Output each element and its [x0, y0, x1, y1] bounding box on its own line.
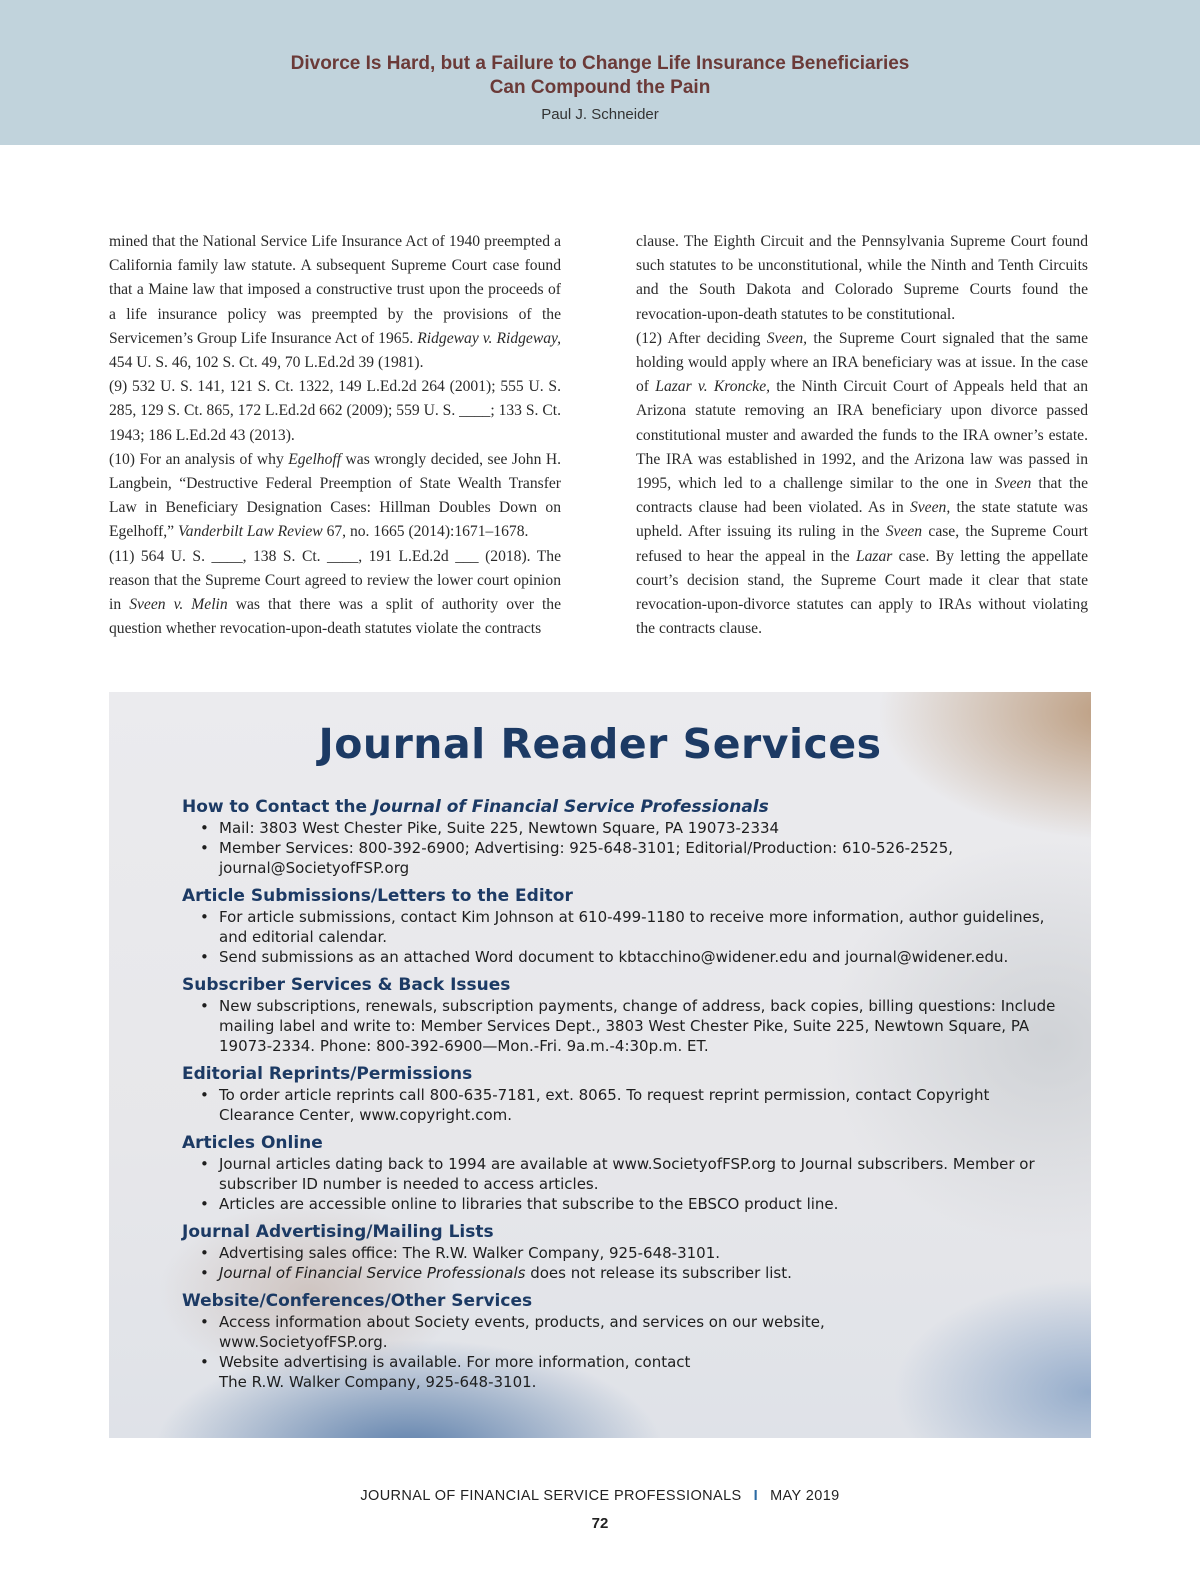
section-heading: Articles Online [182, 1133, 323, 1153]
reader-services-sections [182, 796, 1062, 1399]
section-heading: Journal Advertising/Mailing Lists [182, 1222, 494, 1242]
endnote-11: (11) 564 U. S. ____, 138 S. Ct. ____, 191 L.Ed.2d ___ (2018). The reason that the Supreme Court agreed to review the lower court opinion in Sveen v. Melin was that there was a split of authority over the question whether revocation-upon-death statutes violate the contracts [109, 547, 561, 638]
list-item: • Access information about Society events, products, and services on our website, www.SocietyofFSP.org. [200, 1313, 825, 1351]
left-text-column [109, 230, 561, 641]
list-item: • To order article reprints call 800-635-7181, ext. 8065. To request reprint permission, contact Copyright Clearance Center, www.copyright.com. [200, 1086, 990, 1124]
list-item: • Mail: 3803 West Chester Pike, Suite 225, Newtown Square, PA 19073-2334 [200, 819, 780, 837]
reader-services-title: Journal Reader Services [318, 720, 882, 768]
issue-date: MAY 2019 [770, 1488, 840, 1504]
endnote-9: (9) 532 U. S. 141, 121 S. Ct. 1322, 149 L.Ed.2d 264 (2001); 555 U. S. 285, 129 S. Ct. 865, 172 L.Ed.2d 662 (2009); 559 U. S. ____; 133 S. Ct. 1943; 186 L.Ed.2d 43 (2013). [109, 378, 561, 444]
list-item: • Journal articles dating back to 1994 are available at www.SocietyofFSP.org to Journal subscribers. Member or subscriber ID number is needed to access articles. [200, 1155, 1035, 1193]
endnote-12: (12) After deciding Sveen, the Supreme Court signaled that the same holding would apply where an IRA beneficiary was at issue. In the case of Lazar v. Kroncke, the Ninth Circuit Court of Appeals held that an Arizona statute removing an IRA beneficiary upon divorce passed constitutional muster and awarded the funds to the IRA owner’s estate. The IRA was established in 1992, and the Arizona law was passed in 1995, which led to a challenge similar to the one in Sveen that the contracts clause had been violated. As in Sveen, the state statute was upheld. After issuing its ruling in the Sveen case, the Supreme Court refused to hear the appeal in the Lazar case. By letting the appellate court’s decision stand, the Supreme Court made it clear that state revocation-upon-divorce statutes can apply to IRAs without violating the contracts clause. [636, 329, 1089, 638]
list-item: • For article submissions, contact Kim Johnson at 610-499-1180 to receive more information, author guidelines, and editorial calendar. [200, 908, 1045, 946]
section-heading: Website/Conferences/Other Services [182, 1291, 533, 1311]
right-text-column [636, 230, 1088, 641]
section-heading: How to Contact the Journal of Financial Service Professionals [182, 797, 769, 817]
section-heading: Article Submissions/Letters to the Editor [182, 886, 573, 906]
section-heading: Subscriber Services & Back Issues [182, 975, 511, 995]
list-item: • New subscriptions, renewals, subscription payments, change of address, back copies, billing questions: Include mailing label and write to: Member Services Dept., 3803 West Chester Pike, Suite 225, Newtown Square, PA 19073-2334. Phone: 800-392-6900—Mon.-Fri. 9a.m.-4:30p.m. ET. [200, 997, 1056, 1055]
section-subscriber-services [182, 974, 1062, 1056]
page-number: 72 [591, 1515, 609, 1532]
list-item: • Articles are accessible online to libraries that subscribe to the EBSCO product line. [200, 1195, 839, 1213]
section-website [182, 1290, 1062, 1392]
article-author: Paul J. Schneider [541, 106, 659, 123]
endnote-continuation: clause. The Eighth Circuit and the Pennsylvania Supreme Court found such statutes to be unconstitutional, while the Ninth and Tenth Circuits and the South Dakota and Colorado Supreme Courts found the revocation-upon-death statutes to be constitutional. [636, 233, 1088, 323]
article-title-line-1: Divorce Is Hard, but a Failure to Change Life Insurance Beneficiaries [290, 53, 910, 74]
section-heading: Editorial Reprints/Permissions [182, 1064, 473, 1084]
list-item: • Advertising sales office: The R.W. Walker Company, 925-648-3101. [200, 1244, 721, 1262]
section-submissions [182, 885, 1062, 967]
reader-services-panel [109, 692, 1091, 1438]
journal-name: JOURNAL OF FINANCIAL SERVICE PROFESSIONALS [360, 1488, 742, 1504]
list-item: • Journal of Financial Service Professionals does not release its subscriber list. [200, 1264, 792, 1282]
list-item: • Website advertising is available. For more information, contact The R.W. Walker Company, 925-648-3101. [200, 1353, 691, 1391]
list-item: • Send submissions as an attached Word document to kbtacchino@widener.edu and journal@widener.edu. [200, 948, 1009, 966]
section-articles-online [182, 1132, 1062, 1214]
footer-separator: I [753, 1488, 759, 1504]
endnote-10: (10) For an analysis of why Egelhoff was wrongly decided, see John H. Langbein, “Destructive Federal Preemption of State Wealth Transfer Law in Beneficiary Designation Cases: Hillman Doubles Down on Egelhoff,” Vanderbilt Law Review 67, no. 1665 (2014):1671–1678. [109, 450, 561, 541]
section-advertising [182, 1221, 1062, 1283]
list-item: • Member Services: 800-392-6900; Advertising: 925-648-3101; Editorial/Production: 610-526-2525, journal@SocietyofFSP.org [200, 839, 954, 877]
article-title-line-2: Can Compound the Pain [489, 77, 711, 98]
section-contact [182, 796, 1062, 878]
endnote-paragraph: mined that the National Service Life Insurance Act of 1940 preempted a California family law statute. A subsequent Supreme Court case found that a Maine law that imposed a constructive trust upon the proceeds of a life insurance policy was preempted by the provisions of the Servicemen’s Group Life Insurance Act of 1965. Ridgeway v. Ridgeway, 454 U. S. 46, 102 S. Ct. 49, 70 L.Ed.2d 39 (1981). [109, 233, 561, 372]
section-reprints [182, 1063, 1062, 1125]
article-header [0, 0, 1200, 145]
running-footer [0, 1488, 1200, 1504]
